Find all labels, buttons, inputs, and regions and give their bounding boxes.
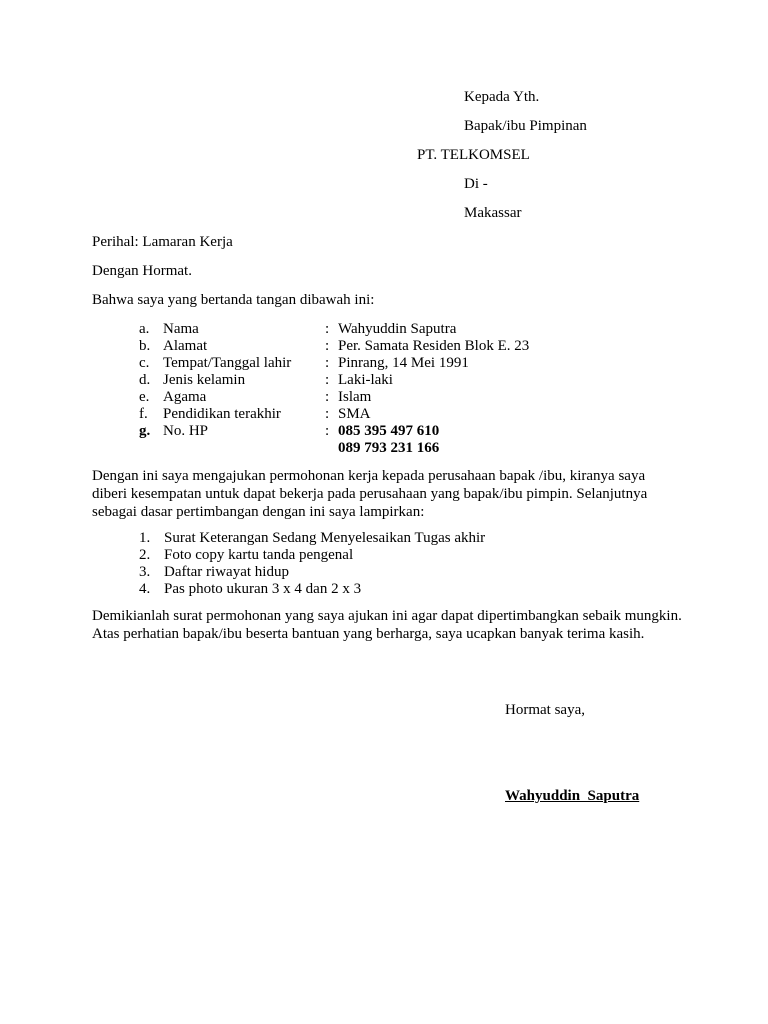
list-item-number: 2. xyxy=(139,547,151,563)
identity-colon: : xyxy=(325,372,330,388)
identity-label: Jenis kelamin xyxy=(163,372,246,388)
recipient-line-1: Kepada Yth. xyxy=(464,89,540,105)
identity-letter: d. xyxy=(139,372,151,388)
identity-letter: f. xyxy=(139,406,148,422)
identity-value-secondary: 089 793 231 166 xyxy=(338,440,440,456)
identity-label: Agama xyxy=(163,389,207,405)
list-item-text: Pas photo ukuran 3 x 4 dan 2 x 3 xyxy=(164,581,362,597)
identity-label: Alamat xyxy=(163,338,208,354)
identity-label: Pendidikan terakhir xyxy=(163,406,281,422)
identity-colon: : xyxy=(325,338,330,354)
identity-letter: a. xyxy=(139,321,150,337)
identity-colon: : xyxy=(325,389,330,405)
identity-label: Tempat/Tanggal lahir xyxy=(163,355,292,371)
greeting: Dengan Hormat. xyxy=(92,263,192,279)
identity-colon: : xyxy=(325,321,330,337)
identity-letter: c. xyxy=(139,355,150,371)
subject-line: Perihal: Lamaran Kerja xyxy=(92,234,233,250)
signature-name: Wahyuddin Saputra xyxy=(505,788,640,804)
identity-value: Laki-laki xyxy=(338,372,393,388)
list-item-text: Daftar riwayat hidup xyxy=(164,564,289,580)
identity-label: Nama xyxy=(163,321,199,337)
identity-letter: g. xyxy=(139,423,151,439)
list-item-number: 4. xyxy=(139,581,151,597)
identity-value: SMA xyxy=(338,406,371,422)
body-paragraph-2: Demikianlah surat permohonan yang saya ajukan ini agar dapat dipertimbangkan sebaik mungkin. Atas perhatian bapak/ibu beserta bantuan yang berharga, saya ucapkan banyak terima kasih. xyxy=(92,608,682,642)
identity-letter: b. xyxy=(139,338,151,354)
intro-text: Bahwa saya yang bertanda tangan dibawah ini: xyxy=(92,292,375,308)
list-item-number: 3. xyxy=(139,564,151,580)
recipient-line-2: Bapak/ibu Pimpinan xyxy=(464,118,587,134)
identity-value: Islam xyxy=(338,389,372,405)
identity-letter: e. xyxy=(139,389,150,405)
identity-value: Wahyuddin Saputra xyxy=(338,321,457,337)
identity-value: Per. Samata Residen Blok E. 23 xyxy=(338,338,530,354)
identity-label: No. HP xyxy=(163,423,209,439)
recipient-company: PT. TELKOMSEL xyxy=(417,147,530,163)
list-item-number: 1. xyxy=(139,530,151,546)
list-item-text: Foto copy kartu tanda pengenal xyxy=(164,547,354,563)
recipient-city: Makassar xyxy=(464,205,522,221)
body-paragraph-1: Dengan ini saya mengajukan permohonan kerja kepada perusahaan bapak /ibu, kiranya saya diberi kesempatan untuk dapat bekerja pada perusahaan yang bapak/ibu pimpin. Selanjutnya sebagai dasar pertimbangan dengan ini saya lampirkan: xyxy=(92,468,648,520)
identity-value: 085 395 497 610 xyxy=(338,423,440,439)
identity-colon: : xyxy=(325,355,330,371)
closing-text: Hormat saya, xyxy=(505,702,585,718)
identity-colon: : xyxy=(325,423,330,439)
list-item-text: Surat Keterangan Sedang Menyelesaikan Tugas akhir xyxy=(164,530,486,546)
recipient-line-4: Di - xyxy=(464,176,488,192)
identity-colon: : xyxy=(325,406,330,422)
identity-value: Pinrang, 14 Mei 1991 xyxy=(338,355,469,371)
